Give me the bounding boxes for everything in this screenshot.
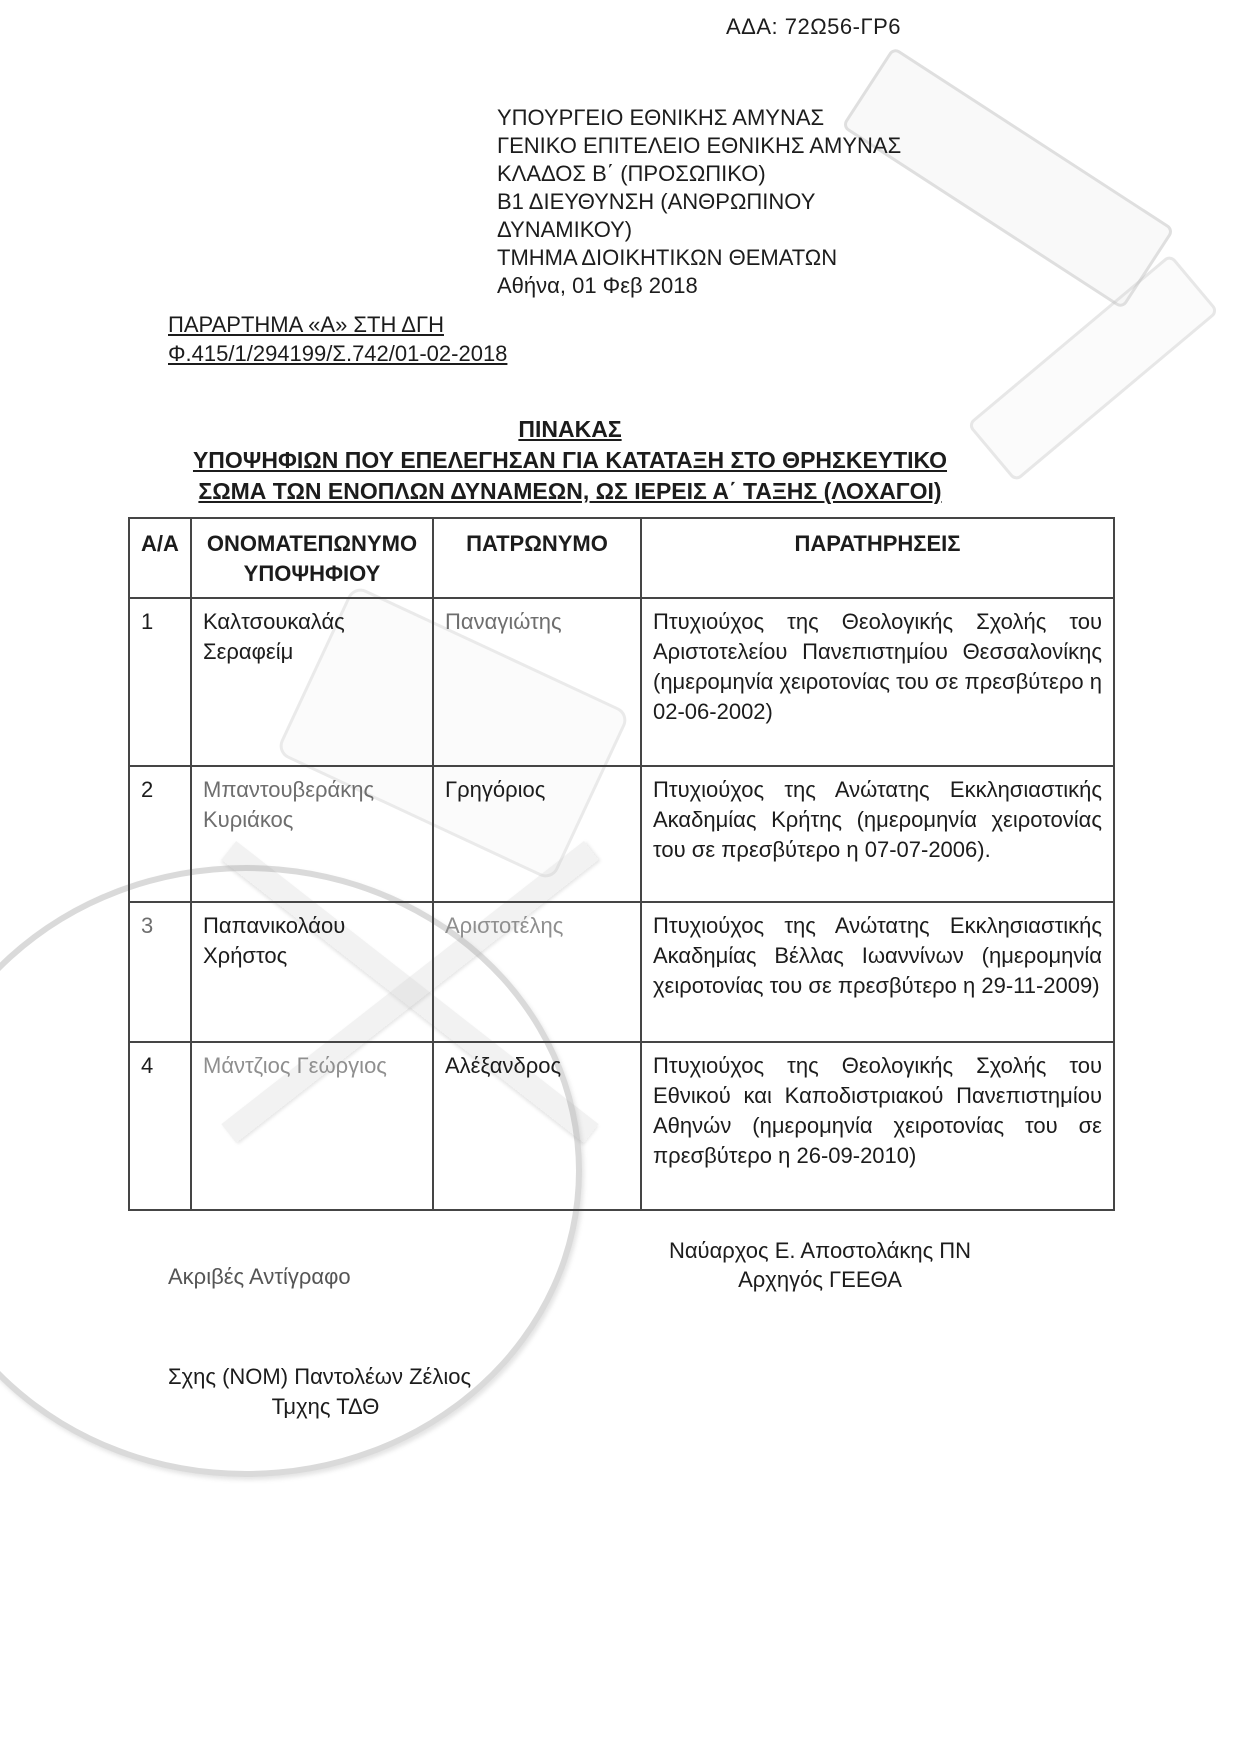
cell-name: Μπαντουβεράκης Κυριάκος xyxy=(191,766,433,902)
table-row xyxy=(129,1042,1114,1210)
cell-patronym: Γρηγόριος xyxy=(433,766,641,902)
certified-copy-label: Ακριβές Αντίγραφο xyxy=(168,1264,351,1289)
signatory-block xyxy=(640,1236,1000,1294)
cell-number: 2 xyxy=(129,766,191,902)
title-line-3: ΣΩΜΑ ΤΩΝ ΕΝΟΠΛΩΝ ΔΥΝΑΜΕΩΝ, ΩΣ ΙΕΡΕΙΣ Α΄ ΤΑΞΗΣ (ΛΟΧΑΓΟΙ) xyxy=(198,478,942,504)
annex-title: ΠΑΡΑΡΤΗΜΑ «Α» ΣΤΗ ΔΓΗ xyxy=(168,312,444,337)
signatory-name: Ναύαρχος Ε. Αποστολάκης ΠΝ xyxy=(668,1238,972,1263)
agency-line: ΔΥΝΑΜΙΚΟΥ) xyxy=(497,217,633,242)
agency-line: ΥΠΟΥΡΓΕΙΟ ΕΘΝΙΚΗΣ ΑΜΥΝΑΣ xyxy=(497,105,825,130)
column-header-remarks: ΠΑΡΑΤΗΡΗΣΕΙΣ xyxy=(641,518,1114,598)
cell-name: Μάντζιος Γεώργιος xyxy=(191,1042,433,1210)
cell-remarks: Πτυχιούχος της Θεολογικής Σχολής του Αριστοτελείου Πανεπιστημίου Θεσσαλονίκης (ημερομηνία χειροτονίας του σε πρεσβύτερο η 02-06-2002) xyxy=(641,598,1114,766)
table-header-row xyxy=(129,518,1114,598)
signatory-title: Αρχηγός ΓΕΕΘΑ xyxy=(738,1267,902,1292)
table-row xyxy=(129,598,1114,766)
cell-name: Καλτσουκαλάς Σεραφείμ xyxy=(191,598,433,766)
agency-line: Β1 ΔΙΕΥΘΥΝΣΗ (ΑΝΘΡΩΠΙΝΟΥ xyxy=(497,189,816,214)
ada-code: ΑΔΑ: 72Ω56-ΓΡ6 xyxy=(726,14,902,39)
cell-name: Παπανικολάου Χρήστος xyxy=(191,902,433,1042)
clerk-block xyxy=(168,1362,483,1422)
table-row xyxy=(129,902,1114,1042)
column-header-number: Α/Α xyxy=(129,518,191,598)
agency-block xyxy=(497,104,901,300)
title-line-1: ΠΙΝΑΚΑΣ xyxy=(518,416,622,442)
title-line-2: ΥΠΟΨΗΦΙΩΝ ΠΟΥ ΕΠΕΛΕΓΗΣΑΝ ΓΙΑ ΚΑΤΑΤΑΞΗ ΣΤΟ ΘΡΗΣΚΕΥΤΙΚΟ xyxy=(192,447,948,473)
clerk-name: Σχης (ΝΟΜ) Παντολέων Ζέλιος xyxy=(168,1364,472,1389)
cell-patronym: Αριστοτέλης xyxy=(433,902,641,1042)
date-line: Αθήνα, 01 Φεβ 2018 xyxy=(497,273,698,298)
cell-patronym: Αλέξανδρος xyxy=(433,1042,641,1210)
column-header-name: ΟΝΟΜΑΤΕΠΩΝΥΜΟ ΥΠΟΨΗΦΙΟΥ xyxy=(191,518,433,598)
candidates-table xyxy=(128,517,1115,1211)
cell-remarks: Πτυχιούχος της Ανώτατης Εκκλησιαστικής Ακαδημίας Κρήτης (ημερομηνία χειροτονίας του σε πρεσβύτερο η 07-07-2006). xyxy=(641,766,1114,902)
agency-line: ΤΜΗΜΑ ΔΙΟΙΚΗΤΙΚΩΝ ΘΕΜΑΤΩΝ xyxy=(497,245,838,270)
cell-number: 4 xyxy=(129,1042,191,1210)
annex-reference xyxy=(168,310,507,368)
cell-remarks: Πτυχιούχος της Ανώτατης Εκκλησιαστικής Ακαδημίας Βέλλας Ιωαννίνων (ημερομηνία χειροτονίας του σε πρεσβύτερο η 29-11-2009) xyxy=(641,902,1114,1042)
column-header-patronym: ΠΑΤΡΩΝΥΜΟ xyxy=(433,518,641,598)
cell-number: 3 xyxy=(129,902,191,1042)
document-title xyxy=(0,414,1140,507)
agency-line: ΓΕΝΙΚΟ ΕΠΙΤΕΛΕΙΟ ΕΘΝΙΚΗΣ ΑΜΥΝΑΣ xyxy=(497,133,902,158)
agency-line: ΚΛΑΔΟΣ Β΄ (ΠΡΟΣΩΠΙΚΟ) xyxy=(497,161,766,186)
table-row xyxy=(129,766,1114,902)
cell-number: 1 xyxy=(129,598,191,766)
clerk-title: Τμχης ΤΔΘ xyxy=(271,1394,380,1419)
cell-patronym: Παναγιώτης xyxy=(433,598,641,766)
cell-remarks: Πτυχιούχος της Θεολογικής Σχολής του Εθνικού και Καποδιστριακού Πανεπιστημίου Αθηνών (ημερομηνία χειροτονίας του σε πρεσβύτερο η 26-09-2010) xyxy=(641,1042,1114,1210)
annex-protocol-number: Φ.415/1/294199/Σ.742/01-02-2018 xyxy=(168,341,508,366)
